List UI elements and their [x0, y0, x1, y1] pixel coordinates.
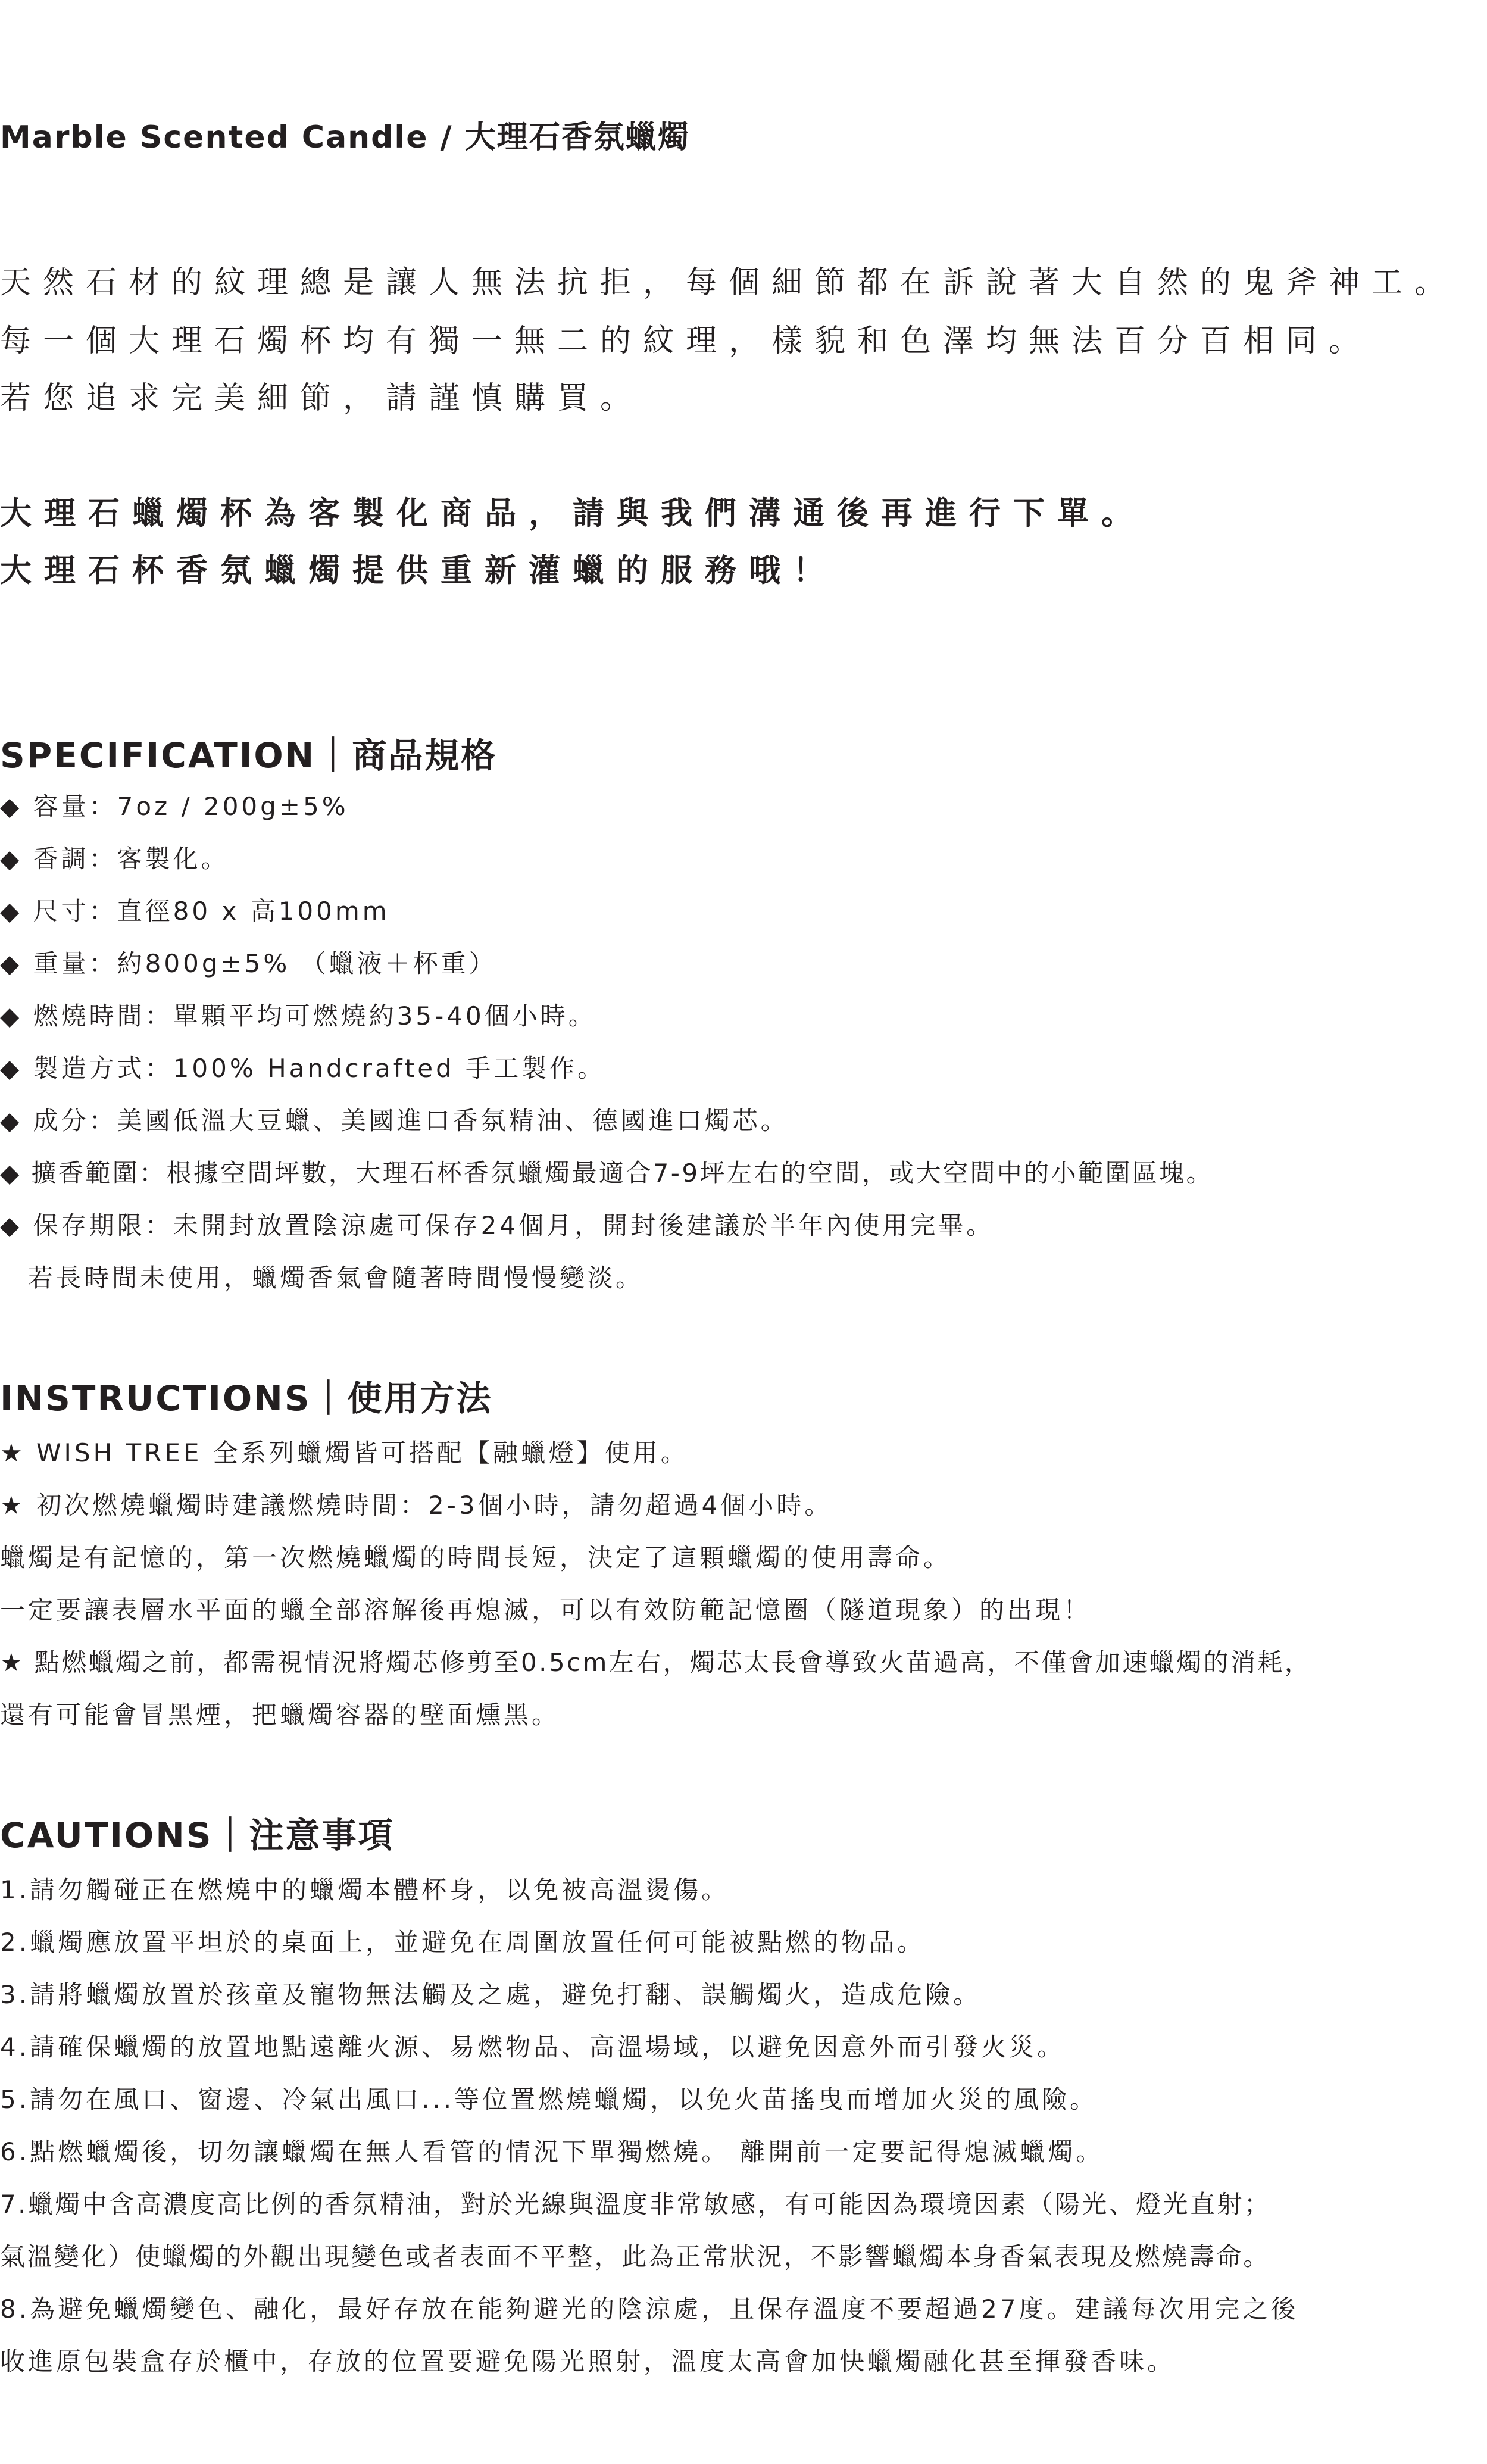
instruction-item: 一定要讓表層水平面的蠟全部溶解後再熄滅，可以有效防範記憶圈（隧道現象）的出現！ [0, 1595, 1092, 1625]
specification-heading: SPECIFICATION｜商品規格 [0, 735, 498, 776]
spec-item: ◆ 燃燒時間：單顆平均可燃燒約35-40個小時。 [0, 1001, 596, 1030]
spec-item: ◆ 成分：美國低溫大豆蠟、美國進口香氛精油、德國進口燭芯。 [0, 1106, 789, 1135]
intro-line-3: 若您追求完美細節，請謹慎購買。 [0, 380, 643, 416]
instruction-item: 還有可能會冒黑煙，把蠟燭容器的壁面燻黑。 [0, 1700, 560, 1729]
caution-item: 3.請將蠟燭放置於孩童及寵物無法觸及之處，避免打翻、誤觸燭火，造成危險。 [0, 1980, 982, 2009]
cautions-heading: CAUTIONS｜注意事項 [0, 1815, 395, 1856]
spec-item: ◆ 擴香範圍：根據空間坪數，大理石杯香氛蠟燭最適合7-9坪左右的空間，或大空間中的小範圍區塊。 [0, 1158, 1214, 1188]
caution-item: 5.請勿在風口、窗邊、冷氣出風口...等位置燃燒蠟燭，以免火苗搖曳而增加火災的風險。 [0, 2085, 1098, 2114]
notice-line-2: 大理石杯香氛蠟燭提供重新灌蠟的服務哦！ [0, 552, 837, 589]
spec-item: ◆ 尺寸：直徑80 x 高100mm [0, 897, 390, 926]
intro-line-2: 每一個大理石燭杯均有獨一無二的紋理，樣貌和色澤均無法百分百相同。 [0, 323, 1372, 359]
intro-line-1: 天然石材的紋理總是讓人無法抗拒，每個細節都在訴說著大自然的鬼斧神工。 [0, 265, 1458, 301]
instruction-item: ★ WISH TREE 全系列蠟燭皆可搭配【融蠟燈】使用。 [0, 1438, 689, 1467]
spec-item: ◆ 製造方式：100% Handcrafted 手工製作。 [0, 1054, 606, 1083]
spec-item: ◆ 保存期限：未開封放置陰涼處可保存24個月，開封後建議於半年內使用完畢。 [0, 1211, 995, 1240]
spec-item: ◆ 香調：客製化。 [0, 844, 229, 873]
caution-item: 1.請勿觸碰正在燃燒中的蠟燭本體杯身，以免被高溫燙傷。 [0, 1875, 730, 1904]
caution-item: 4.請確保蠟燭的放置地點遠離火源、易燃物品、高溫場域，以避免因意外而引發火災。 [0, 2032, 1066, 2062]
caution-item: 氣溫變化）使蠟燭的外觀出現變色或者表面不平整，此為正常狀況，不影響蠟燭本身香氣表現及燃燒壽命。 [0, 2242, 1270, 2271]
spec-item: 若長時間未使用，蠟燭香氣會隨著時間慢慢變淡。 [0, 1263, 644, 1292]
caution-item: 7.蠟燭中含高濃度高比例的香氛精油，對於光線與溫度非常敏感，有可能因為環境因素（陽光、燈光直射； [0, 2190, 1272, 2219]
instruction-item: 蠟燭是有記憶的，第一次燃燒蠟燭的時間長短，決定了這顆蠟燭的使用壽命。 [0, 1543, 952, 1572]
caution-item: 6.點燃蠟燭後，切勿讓蠟燭在無人看管的情況下單獨燃燒。 離開前一定要記得熄滅蠟燭。 [0, 2137, 1104, 2166]
product-title: Marble Scented Candle / 大理石香氛蠟燭 [0, 120, 690, 155]
spec-item: ◆ 容量：7oz / 200g±5% [0, 792, 349, 821]
spec-item: ◆ 重量：約800g±5% （蠟液＋杯重） [0, 949, 497, 978]
notice-line-1: 大理石蠟燭杯為客製化商品，請與我們溝通後再進行下單。 [0, 495, 1145, 532]
instruction-item: ★ 初次燃燒蠟燭時建議燃燒時間：2-3個小時，請勿超過4個小時。 [0, 1491, 833, 1520]
instructions-heading: INSTRUCTIONS｜使用方法 [0, 1378, 493, 1419]
caution-item: 8.為避免蠟燭變色、融化，最好存放在能夠避光的陰涼處，且保存溫度不要超過27度。建議每次用完之後 [0, 2294, 1299, 2324]
caution-item: 收進原包裝盒存於櫃中，存放的位置要避免陽光照射，溫度太高會加快蠟燭融化甚至揮發香味。 [0, 2347, 1176, 2376]
instruction-item: ★ 點燃蠟燭之前，都需視情況將燭芯修剪至0.5cm左右，燭芯太長會導致火苗過高，不僅會加速蠟燭的消耗， [0, 1648, 1312, 1677]
caution-item: 2.蠟燭應放置平坦於的桌面上，並避免在周圍放置任何可能被點燃的物品。 [0, 1928, 926, 1957]
